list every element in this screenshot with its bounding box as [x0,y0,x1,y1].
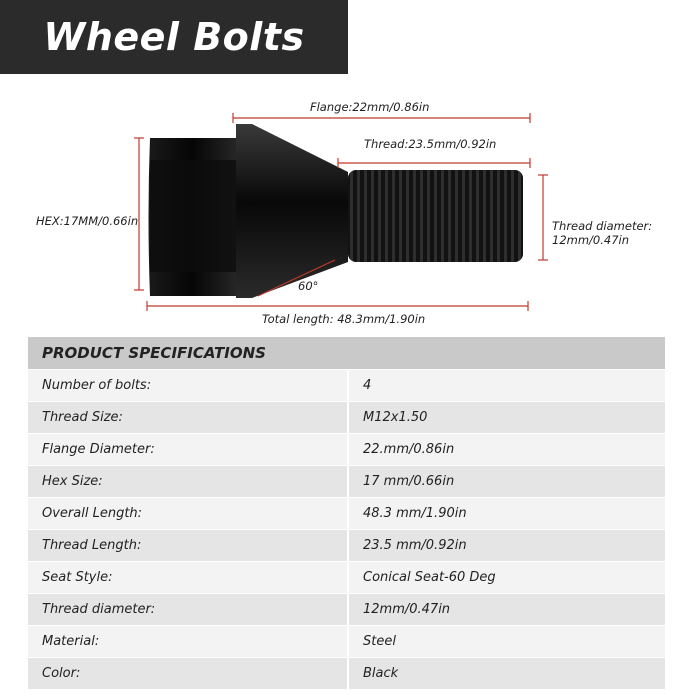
bolt-illustration [0,90,696,335]
bolt-diagram [0,90,696,335]
spec-value: M12x1.50 [349,402,665,433]
thread-diameter-label-line2: 12mm/0.47in [552,233,630,247]
table-row [28,657,665,689]
title-banner [0,0,348,74]
spec-value: 23.5 mm/0.92in [349,530,665,561]
spec-value: 22.mm/0.86in [349,434,665,465]
bolt-thread-shank [348,170,523,262]
spec-value: Conical Seat-60 Deg [349,562,665,593]
thread-diameter-label-line1: Thread diameter: [552,219,653,233]
spec-label: Material: [28,626,349,657]
bolt-cone-seat [236,124,348,298]
table-row [28,529,665,561]
spec-label: Number of bolts: [28,370,349,401]
spec-value: 17 mm/0.66in [349,466,665,497]
spec-label: Thread diameter: [28,594,349,625]
spec-value: 48.3 mm/1.90in [349,498,665,529]
hex-label: HEX:17MM/0.66in [36,214,139,228]
table-row [28,593,665,625]
bolt-hex-face [150,160,236,272]
table-row [28,433,665,465]
spec-value: 4 [349,370,665,401]
specifications-header: PRODUCT SPECIFICATIONS [28,337,665,369]
table-row [28,561,665,593]
spec-label: Thread Size: [28,402,349,433]
spec-label: Flange Diameter: [28,434,349,465]
spec-label: Color: [28,658,349,689]
angle-label: 60° [298,279,319,293]
spec-label: Overall Length: [28,498,349,529]
table-row [28,401,665,433]
spec-value: 12mm/0.47in [349,594,665,625]
flange-label: Flange:22mm/0.86in [310,100,430,114]
thread-label: Thread:23.5mm/0.92in [364,137,497,151]
spec-value: Black [349,658,665,689]
table-row [28,465,665,497]
product-specifications-table [28,337,665,689]
table-row [28,497,665,529]
spec-label: Thread Length: [28,530,349,561]
specifications-rows [28,369,665,689]
spec-value: Steel [349,626,665,657]
total-length-label: Total length: 48.3mm/1.90in [262,312,426,326]
spec-label: Seat Style: [28,562,349,593]
table-row [28,625,665,657]
table-row [28,369,665,401]
spec-label: Hex Size: [28,466,349,497]
page-title: Wheel Bolts [43,15,305,59]
